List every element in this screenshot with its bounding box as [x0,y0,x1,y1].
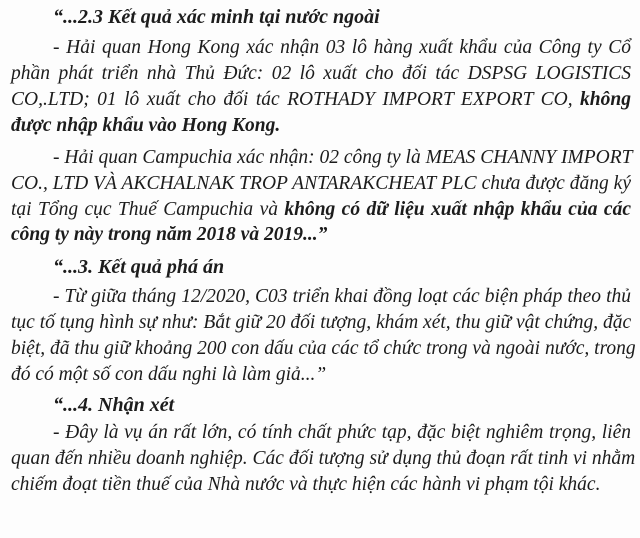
section-heading-2-3: “...2.3 Kết quả xác minh tại nước ngoài [53,6,380,28]
section-heading-4: “...4. Nhận xét [53,394,175,416]
paragraph-line: chiếm đoạt tiền thuế của Nhà nước và thực hiện các hành vi phạm tội khác. [11,474,601,495]
paragraph-line: - Từ giữa tháng 12/2020, C03 triển khai đồng loạt các biện pháp theo thủ [53,286,631,307]
paragraph-line-bold: công ty này trong năm 2018 và 2019...” [11,224,328,245]
paragraph-line: tục tố tụng hình sự như: Bắt giữ 20 đối tượng, khám xét, thu giữ vật chứng, đặc [11,312,632,333]
paragraph-line: đó có một số con dấu nghi là làm giả...” [11,364,327,385]
paragraph-line: - Hải quan Campuchia xác nhận: 02 công ty là MEAS CHANNY IMPORT [53,147,633,168]
paragraph-line: phần phát triển nhà Thủ Đức: 02 lô xuất cho đối tác DSPSG LOGISTICS [11,63,631,84]
paragraph-line: - Hải quan Hong Kong xác nhận 03 lô hàng xuất khẩu của Công ty Cổ [53,37,631,58]
bold-text-fragment: không có dữ liệu xuất nhập khẩu của các [284,199,631,220]
paragraph-line-bold: được nhập khẩu vào Hong Kong. [11,115,281,136]
paragraph-line: quan đến nhiều doanh nghiệp. Các đối tượng sử dụng thủ đoạn rất tinh vi nhằm [11,448,636,469]
paragraph-line: CO., LTD VÀ AKCHALNAK TROP ANTARAKCHEAT PLC chưa được đăng ký [11,173,631,194]
text-fragment: tại Tổng cục Thuế Campuchia và [11,199,285,220]
bold-text-fragment: không [572,89,631,110]
paragraph-line [11,87,631,113]
paragraph-line: - Đây là vụ án rất lớn, có tính chất phức tạp, đặc biệt nghiêm trọng, liên [53,422,631,443]
text-fragment: CO,.LTD; 01 lô xuất cho đối tác ROTHADY IMPORT EXPORT CO, [11,89,573,110]
paragraph-line: biệt, đã thu giữ khoảng 200 con dấu của các tổ chức trong và ngoài nước, trong [11,338,636,359]
paragraph-line [11,197,631,223]
section-heading-3: “...3. Kết quả phá án [53,256,225,278]
